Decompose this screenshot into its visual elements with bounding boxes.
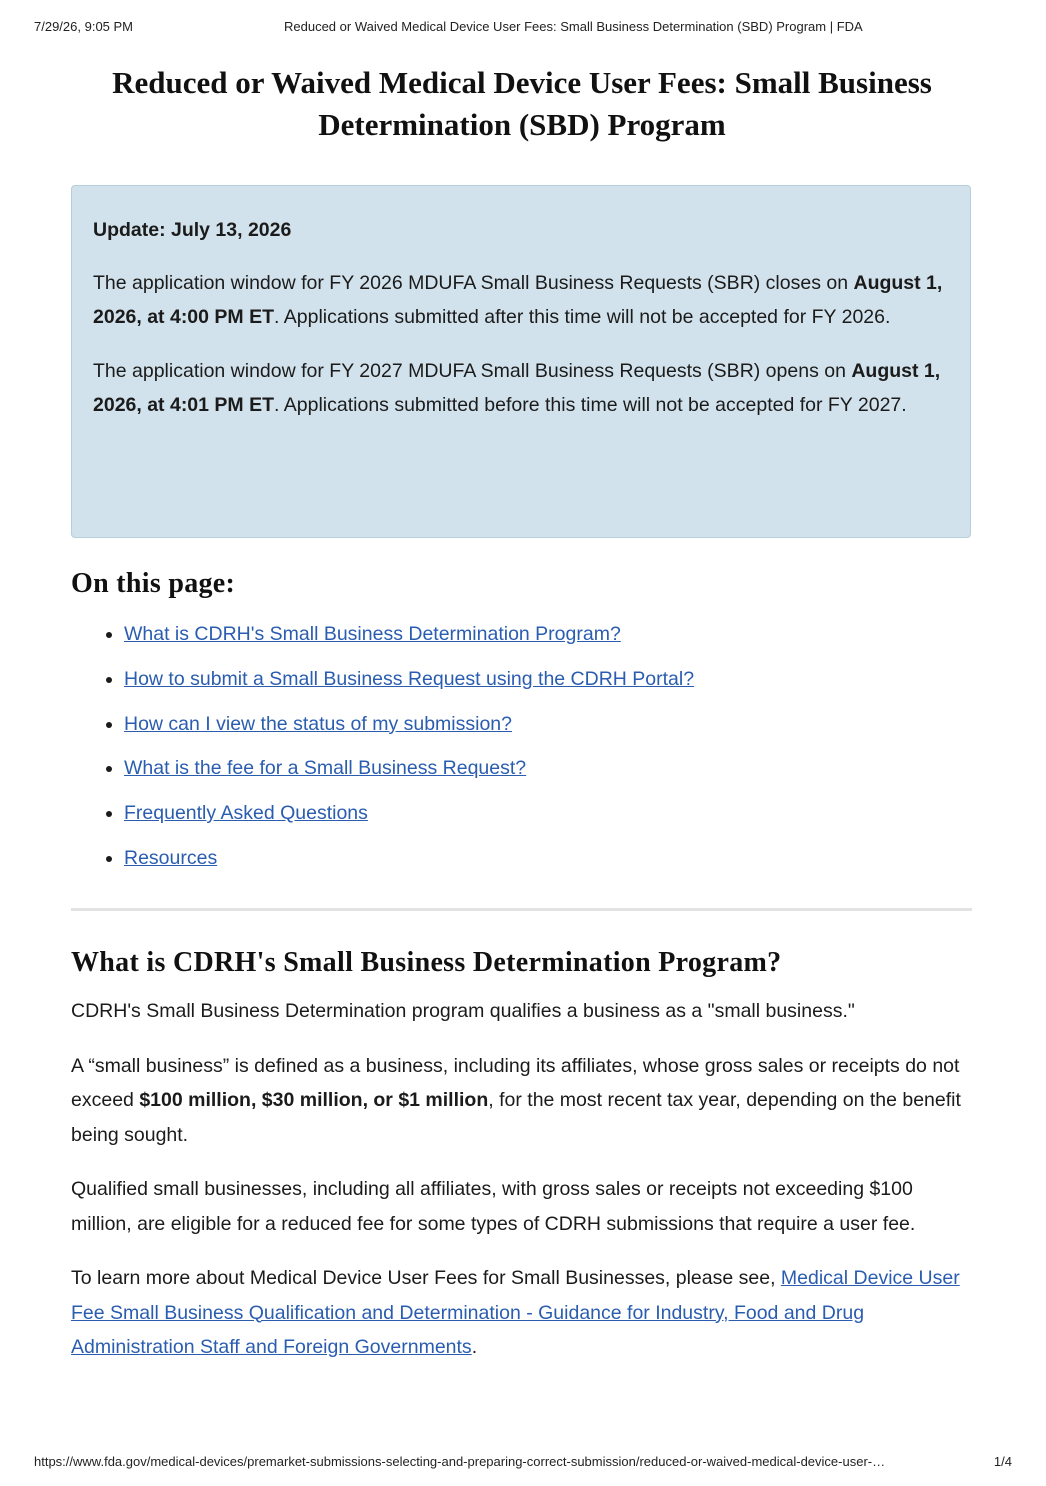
alert-paragraph-fy2027 <box>93 354 949 422</box>
body-text: , for the most recent tax year, depending on the benefit being sought. <box>71 1089 961 1146</box>
alert-deadline-open: August 1, 2026, at 4:01 PM ET <box>93 360 941 416</box>
section-divider <box>71 908 972 911</box>
on-this-page-heading: On this page: <box>71 568 236 599</box>
toc-link-resources[interactable]: Resources <box>124 846 218 869</box>
alert-text: The application window for FY 2027 MDUFA Small Business Requests (SBR) opens on <box>93 360 852 382</box>
print-page-title: Reduced or Waived Medical Device User Fees: Small Business Determination (SBD) Program | FDA <box>284 19 863 34</box>
toc-link-fee[interactable]: What is the fee for a Small Business Request? <box>124 757 527 780</box>
toc-item <box>124 619 694 664</box>
body-paragraph-definition <box>71 1049 971 1153</box>
print-datetime: 7/29/26, 9:05 PM <box>34 19 134 34</box>
body-paragraph: CDRH's Small Business Determination program qualifies a business as a "small business." <box>71 1000 855 1022</box>
body-paragraph-learn-more <box>71 1261 971 1365</box>
alert-paragraph-fy2026 <box>93 266 949 334</box>
toc-item <box>124 843 694 888</box>
update-alert-box <box>71 185 971 538</box>
body-text: A “small business” is defined as a business, including its affiliates, whose gross sales or receipts do not exceed <box>71 1054 960 1111</box>
body-text: . <box>471 1336 478 1358</box>
toc-item <box>124 753 694 798</box>
body-paragraph: Qualified small businesses, including all affiliates, with gross sales or receipts not exceeding $100 million, are eligible for a reduced fee for some types of CDRH submissions that require a user fee. <box>71 1178 916 1235</box>
on-this-page-list <box>102 619 694 888</box>
print-page-number: 1/4 <box>993 1454 1012 1469</box>
print-url: https://www.fda.gov/medical-devices/premarket-submissions-selecting-and-preparing-correct-submission/reduced-or-waived-medical-device-user-… <box>34 1454 886 1469</box>
toc-item <box>124 709 694 754</box>
alert-text: . Applications submitted before this time will not be accepted for FY 2027. <box>274 394 907 416</box>
section-body <box>71 994 971 1385</box>
body-text: To learn more about Medical Device User Fees for Small Businesses, please see, <box>71 1267 781 1289</box>
guidance-link[interactable]: Medical Device User Fee Small Business Qualification and Determination - Guidance for Industry, Food and Drug Administration Staff and Foreign Governments <box>71 1267 960 1358</box>
toc-item <box>124 664 694 709</box>
page-title: Reduced or Waived Medical Device User Fees: Small Business Determination (SBD) Program <box>112 65 932 142</box>
toc-item <box>124 798 694 843</box>
toc-link-faq[interactable]: Frequently Asked Questions <box>124 802 368 825</box>
alert-text: The application window for FY 2026 MDUFA Small Business Requests (SBR) closes on <box>93 272 854 294</box>
section-heading-what-is-sbd: What is CDRH's Small Business Determination Program? <box>71 947 782 978</box>
toc-link-what-is-sbd[interactable]: What is CDRH's Small Business Determination Program? <box>124 623 621 645</box>
alert-text: . Applications submitted after this time will not be accepted for FY 2026. <box>274 306 891 328</box>
alert-deadline-close: August 1, 2026, at 4:00 PM ET <box>93 272 943 328</box>
print-header <box>34 19 1012 37</box>
toc-link-view-status[interactable]: How can I view the status of my submission? <box>124 712 512 735</box>
alert-heading: Update: July 13, 2026 <box>93 219 292 241</box>
print-footer <box>34 1454 1012 1470</box>
toc-link-how-to-submit[interactable]: How to submit a Small Business Request using the CDRH Portal? <box>124 667 695 690</box>
threshold-amounts: $100 million, $30 million, or $1 million <box>139 1089 489 1111</box>
